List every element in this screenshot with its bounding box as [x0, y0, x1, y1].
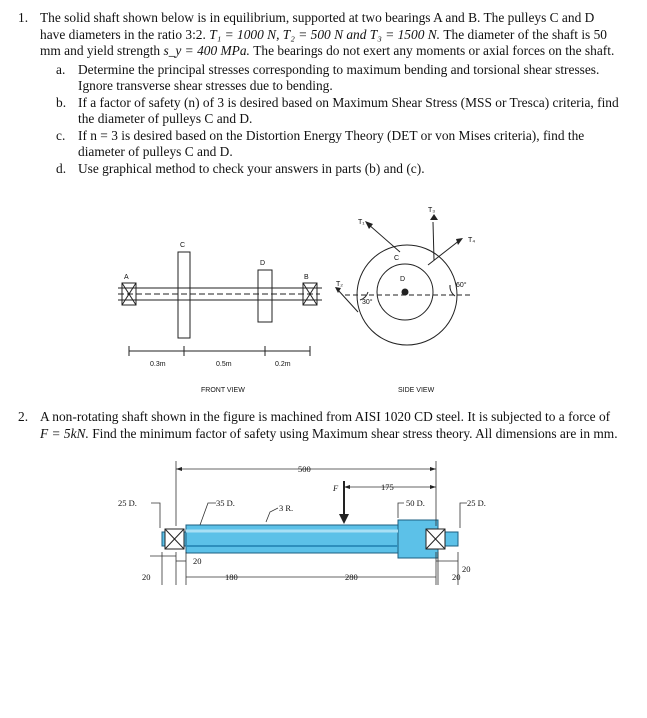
- label-d: D: [260, 260, 266, 267]
- dim-20-c: 20: [462, 564, 471, 574]
- question-number: 2.: [18, 409, 29, 424]
- side-label-c: C: [394, 255, 400, 262]
- label-25d-left: 25 D.: [118, 498, 137, 508]
- label-c: C: [180, 242, 186, 249]
- sub-question-a: a. Determine the principal stresses corresponding to maximum bending and torsional shear stresses. Ignore transverse shear stresses due to bending.: [56, 61, 600, 93]
- sub-question-c: c. If n = 3 is desired based on the Distortion Energy Theory (DET or von Mises criteria), find the diameter of pulleys C and D.: [56, 127, 585, 159]
- dim-500: 500: [298, 464, 311, 474]
- dim-175: 175: [381, 482, 394, 492]
- label-t2: T₂: [336, 281, 343, 288]
- force-arrow-head: [339, 514, 349, 524]
- question-text: The solid shaft shown below is in equilibrium, supported at two bearings A and B. The pulleys C and D have diameters in the ratio 3:2. T₁ = 1000 N, T₂ = 500 N and T₃ = 1500 N. The diameter of the shaft is 50 mm and yield strength s_y = 400 MPa. The bearings do not exert any moments or axial forces on the shaft.: [40, 10, 615, 58]
- label-b: B: [304, 274, 309, 281]
- dim-20-b: 20: [142, 572, 151, 582]
- label-t1: T₁: [358, 219, 365, 226]
- side-view-caption: SIDE VIEW: [398, 387, 435, 394]
- shaft-35d-section: [186, 525, 398, 553]
- sub-question-b: b. If a factor of safety (n) of 3 is desired based on Maximum Shear Stress (MSS or Tresca) criteria, find the diameter of pulleys C and D.: [56, 94, 619, 126]
- label-35d: 35 D.: [216, 498, 235, 508]
- dim-0-3m: 0.3m: [150, 361, 166, 368]
- dim-280: 280: [345, 572, 358, 582]
- front-view-caption: FRONT VIEW: [201, 387, 245, 394]
- label-3r: 3 R.: [279, 503, 294, 513]
- label-25d-right: 25 D.: [467, 498, 486, 508]
- label-t4: T₄: [468, 237, 476, 244]
- side-label-d: D: [400, 276, 406, 283]
- dim-0-2m: 0.2m: [275, 361, 291, 368]
- sub-question-d: d. Use graphical method to check your answers in parts (b) and (c).: [56, 160, 425, 176]
- label-t3: T₃: [428, 207, 436, 214]
- question-text: A non-rotating shaft shown in the figure is machined from AISI 1020 CD steel. It is subjected to a force of F = 5kN. Find the minimum factor of safety using Maximum shear stress theory. All dimensions are in mm.: [40, 409, 618, 441]
- dim-0-5m: 0.5m: [216, 361, 232, 368]
- label-a: A: [124, 274, 129, 281]
- label-50d: 50 D.: [406, 498, 425, 508]
- dim-20-a: 20: [193, 556, 202, 566]
- dim-180: 180: [225, 572, 238, 582]
- angle-60: 60°: [456, 282, 467, 289]
- angle-30: 30°: [362, 299, 373, 306]
- question-number: 1.: [18, 10, 29, 25]
- dim-20-d: 20: [452, 572, 461, 582]
- force-label: F: [333, 483, 339, 493]
